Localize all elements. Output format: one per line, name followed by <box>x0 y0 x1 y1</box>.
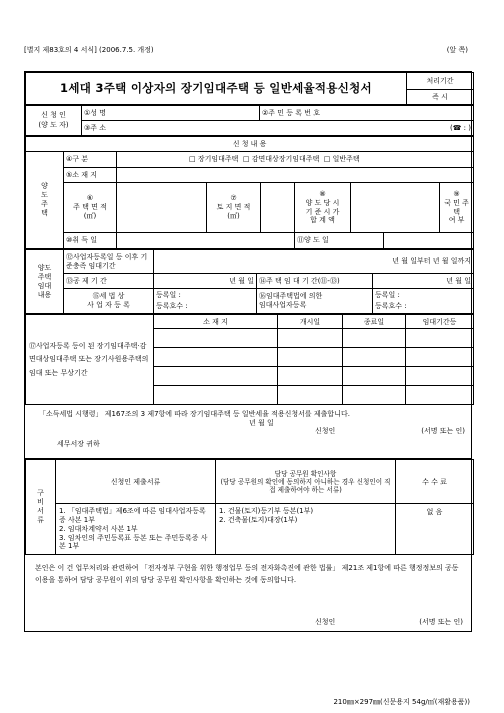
mandatory-period-label: ⑫사업자등록일 등 이후 기 준충족 임대기간 <box>64 250 154 274</box>
rental-section-label: 양도 주택 임대 내용 <box>26 250 64 314</box>
table-cell[interactable] <box>278 348 343 367</box>
applicant-docs-list <box>56 504 216 555</box>
paper-spec: 210㎜×297㎜(신문용지 54g/㎡(재활용품)) <box>333 698 470 706</box>
declaration-block <box>25 405 471 459</box>
declaration-date[interactable]: 년 월 일 <box>249 419 274 428</box>
application-form <box>24 71 472 632</box>
documents-section-label: 구 비 서 류 <box>26 460 56 555</box>
fee-header: 수 수 료 <box>396 460 474 504</box>
consent-applicant: 신청인 <box>315 618 336 627</box>
other-houses-label: ⑰사업자등록 등이 된 장기임대주택·감면대상임대주택 또는 장기사원용주택의 임대 또는 무상기간 <box>26 315 154 405</box>
title-table <box>25 72 474 105</box>
land-area-label: ⑦ 토 지 면 적 (㎡) <box>207 183 261 233</box>
table-cell[interactable] <box>343 367 406 386</box>
recipient: 세무서장 귀하 <box>57 440 100 449</box>
acquisition-date-field[interactable] <box>117 233 295 249</box>
business-registration-label: ⑮세 법 상 사 업 자 등 록 <box>64 289 154 314</box>
type-option-reduction[interactable]: □ 감면대상장기임대주택 <box>242 155 320 164</box>
transfer-date-field[interactable] <box>384 233 474 249</box>
declaration-applicant: 신청인 <box>315 427 336 436</box>
header-end-date: 종료일 <box>343 315 406 329</box>
table-cell[interactable] <box>154 367 278 386</box>
processing-period-label: 처리기간 <box>407 73 474 90</box>
declaration-sign[interactable]: (서명 또는 인) <box>421 427 465 436</box>
applicant-table <box>25 105 474 136</box>
table-cell[interactable] <box>278 367 343 386</box>
list-item: 2. 임대차계약서 사본 1부 <box>59 524 138 533</box>
vacancy-period-label: ⑬공 제 기 간 <box>64 274 154 289</box>
list-item: 1. 「임대주택법」제6조에 따른 임대사업자등록증 사본 1부 <box>59 507 206 525</box>
header-location: 소 재 지 <box>154 315 278 329</box>
business-registration-field[interactable]: 등록일 : 등록호수 : <box>154 289 257 314</box>
declaration-text: 「소득세법 시행령」 제167조의 3 제7항에 따라 장기임대주택 등 일반세율 적용신청서를 제출합니다. <box>39 410 350 419</box>
table-cell[interactable] <box>406 386 474 405</box>
table-cell[interactable] <box>343 348 406 367</box>
resident-id-field[interactable] <box>260 106 474 121</box>
transfer-house-label: 양 도 주 택 <box>26 152 64 249</box>
applicant-docs-header: 신청인 제출서류 <box>56 460 216 504</box>
application-section-label: 신 청 내 용 <box>26 137 474 152</box>
transfer-date-label: ⑪양 도 일 <box>295 233 384 249</box>
documents-table <box>25 459 474 555</box>
table-cell[interactable] <box>154 386 278 405</box>
base-price-label: ⑧ 양 도 당 시 기 준 시 가 합 계 액 <box>295 183 351 233</box>
name-label: ①성 명 <box>84 108 107 117</box>
list-item: 3. 임차인의 주민등록표 등본 또는 주민등록증 사본 1부 <box>59 533 208 551</box>
table-cell[interactable] <box>278 329 343 348</box>
table-cell[interactable] <box>154 348 278 367</box>
base-price-field[interactable] <box>351 183 440 233</box>
address-label: ③주 소 <box>84 123 107 132</box>
table-cell[interactable] <box>343 329 406 348</box>
table-cell[interactable] <box>278 386 343 405</box>
vacancy-period-field[interactable]: 년 월 일 <box>154 274 257 289</box>
table-cell[interactable] <box>154 329 278 348</box>
name-field[interactable] <box>82 106 260 121</box>
rental-business-field[interactable]: 등록일 : 등록호수 : <box>373 289 474 314</box>
fee-value: 없 음 <box>396 504 474 555</box>
mandatory-period-value[interactable]: 년 월 일부터 년 월 일까지 <box>154 250 474 274</box>
type-options <box>117 152 474 168</box>
official-check-header: 담당 공무원 확인사항 (담당 공무원의 확인에 동의하지 아니하는 경우 신청인이 직접 제출하여야 하는 서류) <box>216 460 396 504</box>
form-title: 1세대 3주택 이상자의 장기임대주택 등 일반세율적용신청서 <box>26 73 407 105</box>
application-table <box>25 136 474 249</box>
phone-label: (☎ : ) <box>450 123 471 132</box>
rental-period-label: ⑭주 택 임 대 기 간(⑪-⑬) <box>257 274 373 289</box>
resident-id-label: ②주 민 등 록 번 호 <box>262 108 320 117</box>
type-label: ④구 분 <box>64 152 117 168</box>
header-start-date: 개시일 <box>278 315 343 329</box>
address-field[interactable] <box>82 121 474 136</box>
rental-business-label: ⑯임대주택법에 의한 임대사업자등록 <box>257 289 373 314</box>
rental-period-field[interactable]: 년 월 일 <box>373 274 474 289</box>
processing-period-value: 즉 시 <box>407 90 474 105</box>
rental-table <box>25 249 474 314</box>
consent-text: 본인은 이 건 업무처리와 관련하여 「전자정부 구현을 위한 행정업무 등의 전자화촉진에 관한 법률」 제21조 제1항에 따른 행정정보의 공동이용을 통하여 담당 공무원이 위의 담당 공무원 확인사항을 확인하는 것에 동의합니다. <box>35 564 459 585</box>
acquisition-date-label: ⑩취 득 일 <box>64 233 117 249</box>
form-number: [별지 제83호의 4 서식] (2006.7.5. 개정) <box>24 46 154 54</box>
other-houses-table <box>25 314 474 405</box>
national-housing-label: ⑨ 국 민 주 택 여 부 <box>440 183 474 233</box>
location-label: ⑤소 재 지 <box>64 168 117 183</box>
house-area-label: ⑥ 주 택 면 적 (㎡) <box>64 183 117 233</box>
table-cell[interactable] <box>343 386 406 405</box>
land-area-field[interactable] <box>261 183 295 233</box>
table-cell[interactable] <box>406 367 474 386</box>
consent-sign[interactable]: (서명 또는 인) <box>419 618 463 627</box>
applicant-section-label: 신 청 인 (양 도 자) <box>26 106 82 136</box>
list-item: 1. 건물(토지)등기부 등본(1부) <box>219 507 314 516</box>
list-item: 2. 건축물(토지)대장(1부) <box>219 516 298 525</box>
house-area-field[interactable] <box>117 183 207 233</box>
type-option-long-term[interactable]: □ 장기임대주택 <box>189 155 239 164</box>
consent-block <box>25 555 471 631</box>
location-field[interactable] <box>117 168 474 183</box>
type-option-general[interactable]: □ 일반주택 <box>323 155 360 164</box>
header-rental-period: 임대기간등 <box>406 315 474 329</box>
table-cell[interactable] <box>406 348 474 367</box>
table-cell[interactable] <box>406 329 474 348</box>
page-side: (앞 쪽) <box>446 46 468 54</box>
official-docs-list <box>216 504 396 555</box>
